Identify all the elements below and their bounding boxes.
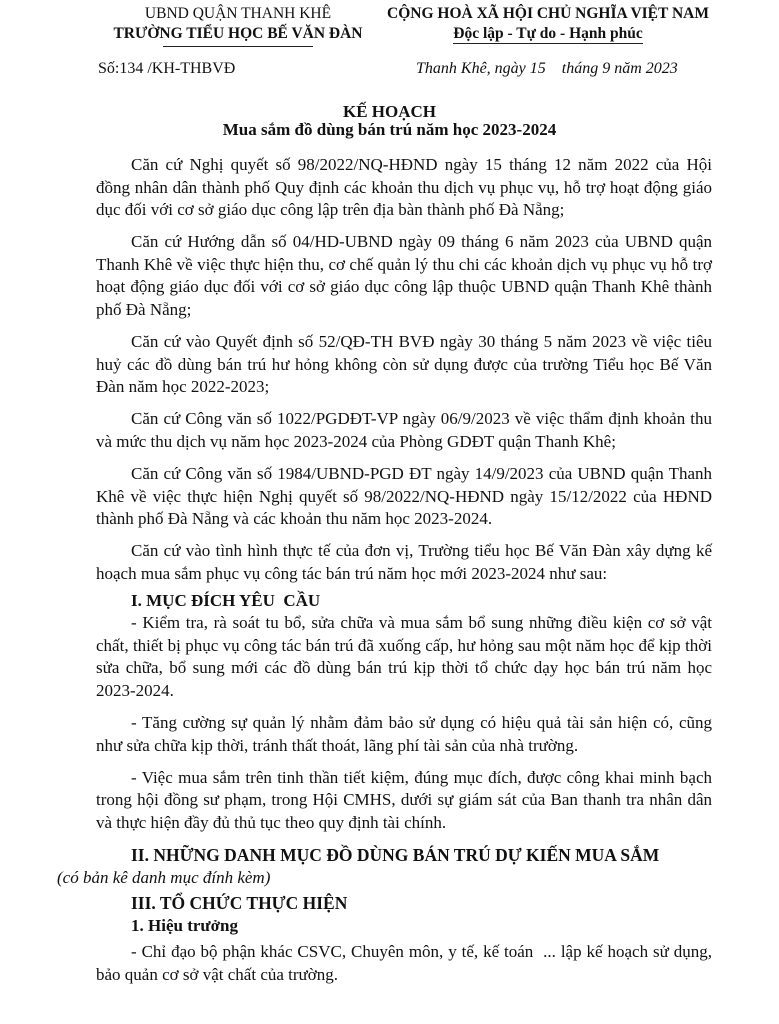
basis-paragraph: Căn cứ Công văn số 1984/UBND-PGD ĐT ngày 14/9/2023 của UBND quận Thanh Khê về việc thực hiện Nghị quyết số 98/2022/NQ-HĐND ngày 15/12/2022 của HĐND thành phố Đà Nẵng và các khoản thu năm học 2023-2024. bbox=[96, 464, 712, 529]
basis-paragraph: Căn cứ Hướng dẫn số 04/HD-UBND ngày 09 tháng 6 năm 2023 của UBND quận Thanh Khê về việc thực hiện thu, cơ chế quản lý thu chi các khoản dịch vụ phục vụ hỗ trợ hoạt động giáo dục đối với cơ sở giáo dục công lập thuộc UBND quận Thanh Khê thành phố Đà Nẵng; bbox=[96, 232, 712, 320]
section-3-item: - Chỉ đạo bộ phận khác CSVC, Chuyên môn, y tế, kế toán ... lập kế hoạch sử dụng, bảo quản cơ sở vật chất của trường. bbox=[96, 942, 717, 984]
basis-paragraph: Căn cứ Nghị quyết số 98/2022/NQ-HĐND ngày 15 tháng 12 năm 2022 của Hội đồng nhân dân thành phố Quy định các khoản thu dịch vụ phục vụ, hỗ trợ hoạt động giáo dục đối với cơ sở giáo dục công lập trên địa bàn thành phố Đà Nẵng; bbox=[96, 155, 712, 220]
national-heading bbox=[378, 4, 718, 44]
document-number: Số:134 /KH-THBVĐ bbox=[98, 60, 236, 77]
section-1-item: - Việc mua sắm trên tinh thần tiết kiệm, đúng mục đích, được công khai minh bạch trong hội đồng sư phạm, trong Hội CMHS, dưới sự giám sát của Ban thanh tra nhân dân và thực hiện đầy đủ thủ tục theo quy định tài chính. bbox=[96, 767, 712, 832]
basis-paragraph: Căn cứ vào tình hình thực tế của đơn vị, Trường tiểu học Bế Văn Đàn xây dựng kế hoạch mua sắm phục vụ công tác bán trú năm học mới 2023-2024 như sau: bbox=[96, 541, 712, 583]
issuer-underline bbox=[163, 46, 313, 47]
place-date: Thanh Khê, ngày 15 tháng 9 năm 2023 bbox=[416, 60, 678, 77]
document-body bbox=[57, 154, 717, 996]
document-subtitle: Mua sắm đồ dùng bán trú năm học 2023-2024 bbox=[222, 120, 557, 139]
section-heading-3: III. TỔ CHỨC THỰC HIỆN bbox=[131, 893, 348, 914]
section-heading-1: I. MỤC ĐÍCH YÊU CẦU bbox=[131, 590, 321, 610]
authority-name: UBND QUẬN THANH KHÊ bbox=[144, 5, 332, 22]
section-1-item: - Tăng cường sự quản lý nhằm đảm bảo sử dụng có hiệu quả tài sản hiện có, cũng như sửa chữa kịp thời, tránh thất thoát, lãng phí tài sản của nhà trường. bbox=[96, 713, 712, 755]
section-2-note: (có bản kê danh mục đính kèm) bbox=[57, 867, 271, 887]
school-name: TRƯỜNG TIỂU HỌC BẾ VĂN ĐÀN bbox=[113, 25, 363, 42]
national-motto: Độc lập - Tự do - Hạnh phúc bbox=[453, 25, 643, 42]
subsection-heading: 1. Hiệu trưởng bbox=[131, 915, 238, 935]
basis-paragraph: Căn cứ vào Quyết định số 52/QĐ-TH BVĐ ngày 30 tháng 5 năm 2023 về việc tiêu huỷ các đồ dùng bán trú hư hỏng không còn sử dụng được của trường Tiểu học Bế Văn Đàn năm học 2022-2023; bbox=[96, 332, 712, 397]
nation-name: CỘNG HOÀ XÃ HỘI CHỦ NGHĨA VIỆT NAM bbox=[387, 5, 709, 22]
document-title: KẾ HOẠCH bbox=[342, 102, 437, 121]
issuer-block bbox=[88, 4, 388, 47]
section-heading-2: II. NHỮNG DANH MỤC ĐỒ DÙNG BÁN TRÚ DỰ KIẾN MUA SẮM bbox=[131, 845, 660, 866]
basis-paragraph: Căn cứ Công văn số 1022/PGDĐT-VP ngày 06/9/2023 về việc thẩm định khoản thu và mức thu dịch vụ năm học 2023-2024 của Phòng GDĐT quận Thanh Khê; bbox=[96, 409, 712, 452]
section-1-item: - Kiểm tra, rà soát tu bổ, sửa chữa và mua sắm bổ sung những điều kiện cơ sở vật chất, thiết bị phục vụ công tác bán trú đã xuống cấp, hư hỏng sau một năm học để kịp thời sửa chữa, bổ sung mới các đồ dùng bán trú kịp thời tổ chức dạy học bán trú năm học 2023-2024. bbox=[96, 613, 712, 700]
